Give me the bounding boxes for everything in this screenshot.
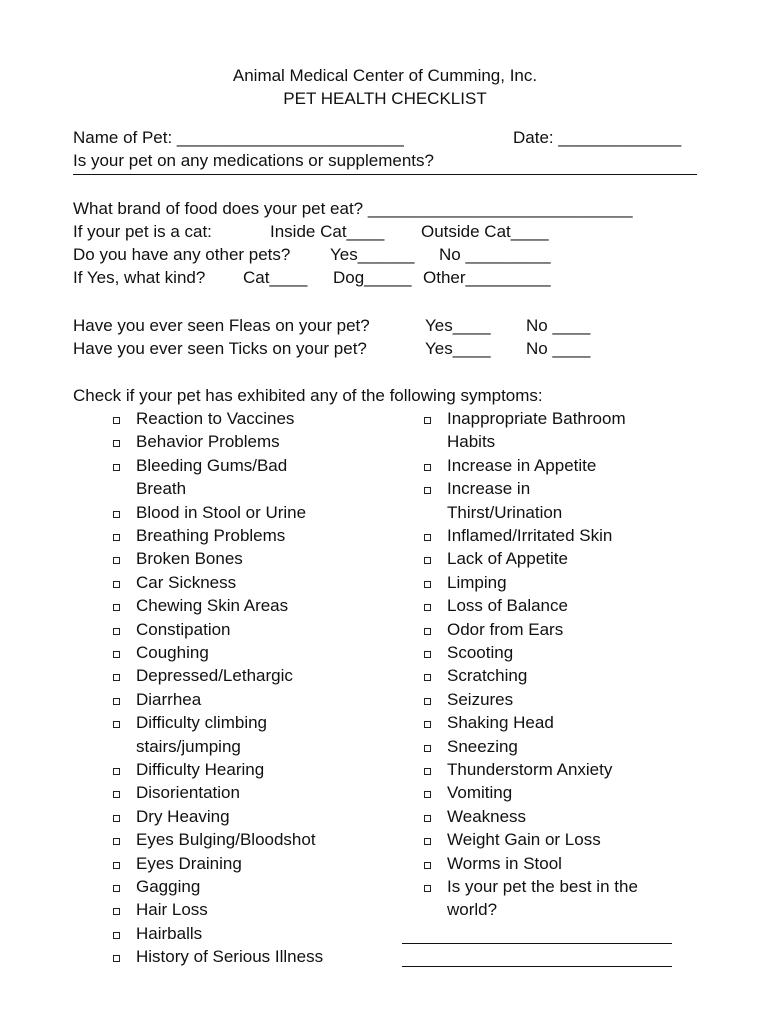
symptom-label: Coughing — [136, 643, 209, 662]
symptom-label: Breath — [136, 479, 187, 499]
kind-cat-option[interactable]: Cat____ — [243, 268, 308, 287]
answer-line-1[interactable] — [402, 943, 672, 944]
symptom-label: Depressed/Lethargic — [136, 666, 293, 686]
symptom-label: Difficulty Hearing — [136, 760, 265, 779]
checkbox-icon[interactable] — [113, 768, 120, 775]
checkbox-icon[interactable] — [113, 955, 120, 962]
symptom-label: world? — [447, 900, 498, 920]
checkbox-icon[interactable] — [424, 487, 431, 494]
checkbox-icon[interactable] — [424, 745, 431, 752]
fleas-question: Have you ever seen Fleas on your pet? — [73, 316, 370, 335]
checkbox-icon[interactable] — [424, 698, 431, 705]
checkbox-icon[interactable] — [424, 534, 431, 541]
symptom-label: Thirst/Urination — [447, 502, 563, 522]
symptom-label: Inflamed/Irritated Skin — [447, 526, 613, 545]
symptom-label: Weight Gain or Loss — [447, 830, 601, 850]
symptom-label: Inappropriate Bathroom — [447, 409, 626, 428]
checkbox-icon[interactable] — [424, 885, 431, 892]
kind-other-option[interactable]: Other_________ — [423, 268, 551, 287]
symptom-label: Odor from Ears — [447, 619, 564, 639]
symptom-label: Blood in Stool or Urine — [136, 502, 307, 522]
checkbox-icon[interactable] — [113, 791, 120, 798]
fleas-yes[interactable]: Yes____ — [425, 316, 491, 335]
medications-question: Is your pet on any medications or supplements? — [73, 151, 434, 170]
page-title: PET HEALTH CHECKLIST — [283, 89, 487, 108]
checkbox-icon[interactable] — [113, 581, 120, 588]
ticks-no[interactable]: No ____ — [526, 339, 591, 358]
symptom-label: Hair Loss — [136, 900, 208, 920]
clinic-name: Animal Medical Center of Cumming, Inc. — [232, 66, 538, 85]
checkbox-icon[interactable] — [113, 604, 120, 611]
symptom-label: Vomiting — [447, 783, 513, 803]
symptom-label: Scooting — [447, 643, 514, 662]
checkbox-icon[interactable] — [424, 815, 431, 822]
checkbox-icon[interactable] — [113, 674, 120, 681]
checkbox-icon[interactable] — [424, 651, 431, 658]
checkbox-icon[interactable] — [424, 464, 431, 471]
other-pets-no[interactable]: No _________ — [439, 245, 551, 264]
checkbox-icon[interactable] — [113, 464, 120, 471]
other-pets-yes[interactable]: Yes______ — [330, 245, 415, 264]
symptom-label: Eyes Draining — [136, 853, 242, 873]
answer-line-2[interactable] — [402, 966, 672, 967]
checkbox-icon[interactable] — [113, 721, 120, 728]
fleas-no[interactable]: No ____ — [526, 316, 591, 335]
symptom-label: Breathing Problems — [136, 526, 286, 545]
symptom-label: Lack of Appetite — [447, 549, 568, 569]
checkbox-icon[interactable] — [113, 885, 120, 892]
symptom-label: Broken Bones — [136, 549, 243, 569]
checkbox-icon[interactable] — [113, 932, 120, 939]
symptom-label: Is your pet the best in the — [447, 877, 638, 896]
symptom-label: Constipation — [136, 619, 231, 639]
symptom-label: Reaction to Vaccines — [136, 409, 295, 428]
symptom-label: Behavior Problems — [136, 432, 280, 452]
checkbox-icon[interactable] — [424, 768, 431, 775]
symptom-label: History of Serious Illness — [136, 947, 324, 967]
symptom-label: Weakness — [447, 806, 527, 826]
symptom-label: Dry Heaving — [136, 806, 230, 826]
checkbox-icon[interactable] — [424, 604, 431, 611]
ticks-question: Have you ever seen Ticks on your pet? — [73, 339, 367, 358]
symptom-label: Disorientation — [136, 783, 240, 803]
checkbox-icon[interactable] — [424, 838, 431, 845]
symptom-label: stairs/jumping — [136, 736, 241, 756]
inside-cat-option[interactable]: Inside Cat____ — [270, 222, 385, 241]
symptom-label: Loss of Balance — [447, 596, 568, 616]
cat-type-label: If your pet is a cat: — [73, 222, 212, 241]
ticks-yes[interactable]: Yes____ — [425, 339, 491, 358]
checkbox-icon[interactable] — [424, 862, 431, 869]
checkbox-icon[interactable] — [424, 721, 431, 728]
symptom-label: Increase in — [447, 479, 531, 499]
symptom-label: Diarrhea — [136, 689, 202, 709]
checkbox-icon[interactable] — [113, 440, 120, 447]
symptom-label: Scratching — [447, 666, 528, 686]
symptom-label: Worms in Stool — [447, 853, 562, 873]
symptom-label: Bleeding Gums/Bad — [136, 455, 288, 475]
checkbox-icon[interactable] — [113, 908, 120, 915]
symptom-label: Thunderstorm Anxiety — [447, 760, 613, 779]
checkbox-icon[interactable] — [113, 534, 120, 541]
checkbox-icon[interactable] — [113, 417, 120, 424]
checkbox-icon[interactable] — [113, 557, 120, 564]
food-brand-field[interactable]: What brand of food does your pet eat? ____________________________ — [73, 199, 633, 218]
symptom-label: Habits — [447, 432, 496, 452]
symptom-label: Chewing Skin Areas — [136, 596, 289, 616]
checkbox-icon[interactable] — [424, 417, 431, 424]
symptom-label: Car Sickness — [136, 572, 237, 592]
symptom-label: Shaking Head — [447, 713, 554, 733]
date-field[interactable]: Date: _____________ — [513, 128, 682, 147]
symptom-label: Hairballs — [136, 923, 203, 943]
symptom-label: Limping — [447, 572, 507, 592]
medications-answer-line[interactable] — [73, 174, 697, 175]
checkbox-icon[interactable] — [424, 557, 431, 564]
checkbox-icon[interactable] — [113, 511, 120, 518]
checkbox-icon[interactable] — [113, 815, 120, 822]
kind-dog-option[interactable]: Dog_____ — [333, 268, 412, 287]
symptom-label: Eyes Bulging/Bloodshot — [136, 830, 316, 850]
symptom-label: Sneezing — [447, 736, 518, 756]
checkbox-icon[interactable] — [424, 674, 431, 681]
checkbox-icon[interactable] — [424, 791, 431, 798]
symptom-label: Increase in Appetite — [447, 455, 597, 475]
outside-cat-option[interactable]: Outside Cat____ — [421, 222, 549, 241]
checkbox-icon[interactable] — [113, 862, 120, 869]
symptom-label: Gagging — [136, 877, 201, 896]
other-pets-label: Do you have any other pets? — [73, 245, 291, 264]
checkbox-icon[interactable] — [113, 651, 120, 658]
pet-kind-label: If Yes, what kind? — [73, 268, 206, 287]
checkbox-icon[interactable] — [113, 838, 120, 845]
checkbox-icon[interactable] — [113, 628, 120, 635]
pet-name-field[interactable]: Name of Pet: ________________________ — [73, 128, 404, 147]
checkbox-icon[interactable] — [424, 628, 431, 635]
checkbox-icon[interactable] — [424, 581, 431, 588]
symptom-label: Difficulty climbing — [136, 713, 268, 733]
symptom-label: Seizures — [447, 689, 514, 709]
checkbox-icon[interactable] — [113, 698, 120, 705]
symptoms-heading: Check if your pet has exhibited any of the following symptoms: — [73, 386, 543, 405]
